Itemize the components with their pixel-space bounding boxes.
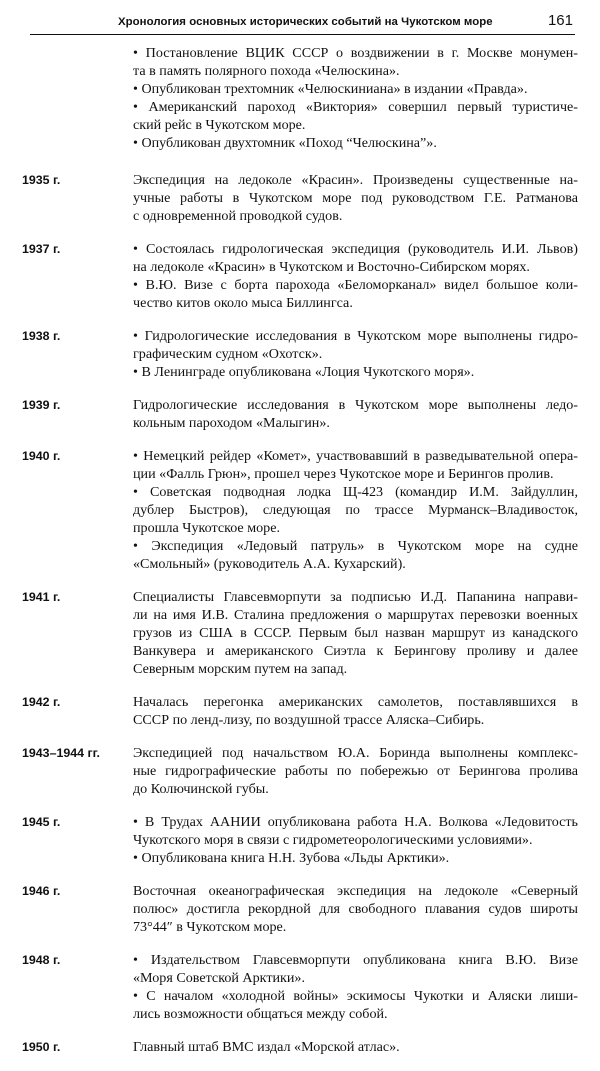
text-line: ли на имя И.В. Сталина предложения о маршрутах перевозки военных — [133, 607, 578, 623]
text-line: с одновременной проводкой судов. — [133, 208, 343, 224]
text-line: «Моря Советской Арктики». — [133, 970, 305, 986]
text-line: • В Ленинграде опубликована «Лоция Чукотского моря». — [133, 364, 475, 380]
chronology-entry — [22, 1038, 578, 1056]
text-line: чество китов около мыса Биллингса. — [133, 295, 353, 311]
entry-year: 1946 г. — [22, 884, 61, 898]
entry-text — [133, 744, 578, 798]
entry-year: 1940 г. — [22, 449, 61, 463]
entry-year: 1950 г. — [22, 1040, 61, 1054]
entry-text — [133, 44, 578, 152]
text-line: кольным пароходом «Малыгин». — [133, 415, 330, 431]
entry-year: 1939 г. — [22, 398, 61, 412]
text-line: «Смольный» (руководитель А.А. Кухарский). — [133, 556, 406, 572]
text-line: Главный штаб ВМС издал «Морской атлас». — [133, 1039, 400, 1055]
chronology-entry — [22, 396, 578, 432]
text-line: Ванкувера и американского Сиэтла к Берингову проливу и далее — [133, 643, 578, 659]
text-line: грузов из США в СССР. Первым был назван маршрут из канадского — [133, 625, 578, 641]
text-line: Чукотского моря в связи с гидрометеорологическими условиями». — [133, 832, 533, 848]
text-line: • Опубликована книга Н.Н. Зубова «Льды Арктики». — [133, 850, 450, 866]
text-line: 73°44″ в Чукотском море. — [133, 919, 287, 935]
entry-text — [133, 882, 578, 936]
entry-year: 1943–1944 гг. — [22, 746, 100, 760]
text-line: • Состоялась гидрологическая экспедиция (руководитель И.И. Львов) — [133, 241, 578, 257]
text-line: дублер Быстров), следующая по трассе Мурманск–Владивосток, — [133, 502, 578, 518]
entry-text — [133, 951, 578, 1023]
text-line: • С началом «холодной войны» эскимосы Чукотки и Аляски лиши- — [133, 988, 578, 1004]
text-line: на ледоколе «Красин» в Чукотском и Восточно-Сибирском морях. — [133, 259, 530, 275]
text-line: • Постановление ВЦИК СССР о воздвижении в г. Москве монумен- — [133, 45, 578, 61]
text-line: • В Трудах ААНИИ опубликована работа Н.А. Волкова «Ледовитость — [133, 814, 578, 830]
text-line: • Издательством Главсевморпути опубликована книга В.Ю. Визе — [133, 952, 578, 968]
chronology-entry — [22, 240, 578, 312]
chronology-entry — [22, 882, 578, 936]
running-header — [30, 14, 575, 35]
entry-year: 1945 г. — [22, 815, 61, 829]
text-line: • Немецкий рейдер «Комет», участвовавший в разведывательной опера- — [133, 448, 578, 464]
text-line: СССР по ленд-лизу, по воздушной трассе Аляска–Сибирь. — [133, 712, 485, 728]
text-line: • Гидрологические исследования в Чукотском море выполнены гидро- — [133, 328, 578, 344]
entry-year: 1935 г. — [22, 173, 61, 187]
text-line: • Опубликован трехтомник «Челюскиниана» в издании «Правда». — [133, 81, 528, 97]
page-number: 161 — [547, 12, 573, 29]
chronology-entry — [22, 813, 578, 867]
chronology-entry — [22, 744, 578, 798]
entry-year: 1941 г. — [22, 590, 61, 604]
text-line: Гидрологические исследования в Чукотском море выполнены ледо- — [133, 397, 578, 413]
text-line: графическим судном «Охотск». — [133, 346, 323, 362]
entry-text — [133, 813, 578, 867]
text-line: Экспедиция на ледоколе «Красин». Произведены существенные на- — [133, 172, 578, 188]
chronology-list — [22, 44, 578, 1071]
chronology-entry — [22, 693, 578, 729]
entry-year: 1942 г. — [22, 695, 61, 709]
chronology-entry — [22, 44, 578, 152]
text-line: ные гидрографические работы по побережью от Берингова пролива — [133, 763, 578, 779]
text-line: полюс» достигла рекордной для свободного плавания судов широты — [133, 901, 578, 917]
text-line: ский рейс в Чукотском море. — [133, 117, 306, 133]
text-line: ции «Фалль Грюн», прошел через Чукотское море и Берингов пролив. — [133, 466, 554, 482]
text-line: та в память полярного похода «Челюскина». — [133, 63, 400, 79]
text-line: • Американский пароход «Виктория» совершил первый туристиче- — [133, 99, 578, 115]
text-line: прошла Чукотское море. — [133, 520, 281, 536]
text-line: Началась перегонка американских самолетов, поставлявшихся в — [133, 694, 578, 710]
text-line: Восточная океанографическая экспедиция на ледоколе «Северный — [133, 883, 578, 899]
chronology-entry — [22, 327, 578, 381]
entry-year: 1948 г. — [22, 953, 61, 967]
entry-year: 1937 г. — [22, 242, 61, 256]
entry-text — [133, 327, 578, 381]
entry-year: 1938 г. — [22, 329, 61, 343]
entry-text — [133, 693, 578, 729]
text-line: Северным морским путем на запад. — [133, 661, 348, 677]
text-line: Специалисты Главсевморпути за подписью И.Д. Папанина направи- — [133, 589, 578, 605]
text-line: • В.Ю. Визе с борта парохода «Беломорканал» видел большое коли- — [133, 277, 578, 293]
text-line: • Советская подводная лодка Щ-423 (командир И.М. Зайдуллин, — [133, 484, 578, 500]
text-line: • Экспедиция «Ледовый патруль» в Чукотском море на судне — [133, 538, 578, 554]
chronology-entry — [22, 171, 578, 225]
text-line: Экспедицией под начальством Ю.А. Боринда выполнены комплекс- — [133, 745, 578, 761]
text-line: • Опубликован двухтомник «Поход “Челюскина”». — [133, 135, 437, 151]
entry-text — [133, 396, 578, 432]
chronology-entry — [22, 588, 578, 678]
chronology-entry — [22, 447, 578, 573]
entry-text — [133, 1038, 578, 1056]
text-line: учные работы в Чукотском море под руководством Г.Е. Ратманова — [133, 190, 578, 206]
header-title: Хронология основных исторических событий на Чукотском море — [118, 16, 493, 28]
entry-text — [133, 240, 578, 312]
entry-text — [133, 171, 578, 225]
text-line: лись возможности общаться между собой. — [133, 1006, 388, 1022]
chronology-entry — [22, 951, 578, 1023]
entry-text — [133, 447, 578, 573]
entry-text — [133, 588, 578, 678]
text-line: до Колючинской губы. — [133, 781, 269, 797]
